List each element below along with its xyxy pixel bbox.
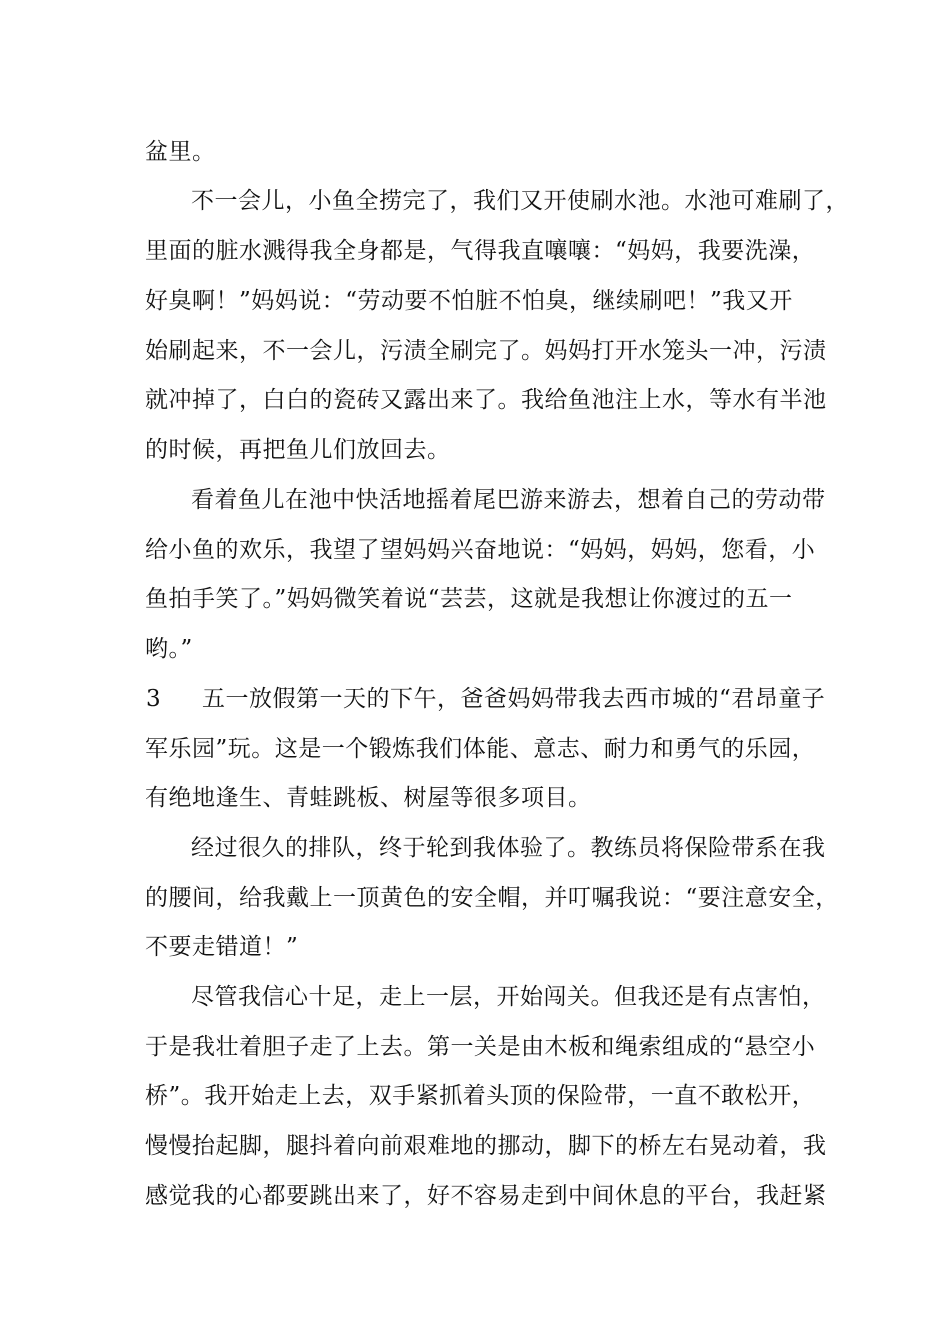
- text-line: 就冲掉了，白白的瓷砖又露出来了。我给鱼池注上水，等水有半池: [145, 387, 827, 413]
- text-line: 军乐园”玩。这是一个锻炼我们体能、意志、耐力和勇气的乐园，: [145, 736, 816, 762]
- text-line: 不要走错道！”: [145, 934, 299, 960]
- text-line: 盆里。: [145, 139, 216, 165]
- text-line: 里面的脏水溅得我全身都是，气得我直嚷嚷：“妈妈，我要洗澡，: [145, 238, 816, 264]
- text-line: 经过很久的排队，终于轮到我体验了。教练员将保险带系在我: [191, 835, 826, 861]
- text-line: 不一会儿，小鱼全捞完了，我们又开使刷水池。水池可难刷了，: [191, 188, 849, 214]
- text-line: 的时候，再把鱼儿们放回去。: [145, 437, 451, 463]
- text-line: 五一放假第一天的下午，爸爸妈妈带我去西市城的“君昂童子: [202, 686, 826, 712]
- item-number: 3: [146, 686, 162, 712]
- text-line: 有绝地逢生、青蛙跳板、树屋等很多项目。: [145, 785, 592, 811]
- text-line: 尽管我信心十足，走上一层，开始闯关。但我还是有点害怕，: [191, 984, 826, 1010]
- text-line: 给小鱼的欢乐，我望了望妈妈兴奋地说：“妈妈，妈妈，您看，小: [145, 537, 816, 563]
- text-line: 始刷起来，不一会儿，污渍全刷完了。妈妈打开水笼头一冲，污渍: [145, 338, 827, 364]
- text-line: 好臭啊！”妈妈说：“劳动要不怕脏不怕臭，继续刷吧！”我又开: [145, 288, 793, 314]
- text-line: 感觉我的心都要跳出来了，好不容易走到中间休息的平台，我赶紧: [145, 1183, 827, 1209]
- text-line: 哟。”: [145, 636, 193, 662]
- text-line: 慢慢抬起脚，腿抖着向前艰难地的挪动，脚下的桥左右晃动着，我: [145, 1133, 827, 1159]
- text-line: 鱼拍手笑了。”妈妈微笑着说“芸芸，这就是我想让你渡过的五一: [145, 586, 793, 612]
- text-line: 桥”。我开始走上去，双手紧抓着头顶的保险带，一直不敢松开，: [145, 1083, 816, 1109]
- text-line: 的腰间，给我戴上一顶黄色的安全帽，并叮嘱我说：“要注意安全，: [145, 885, 839, 911]
- text-line: 于是我壮着胆子走了上去。第一关是由木板和绳索组成的“悬空小: [145, 1034, 816, 1060]
- text-line: 看着鱼儿在池中快活地摇着尾巴游来游去，想着自己的劳动带: [191, 487, 826, 513]
